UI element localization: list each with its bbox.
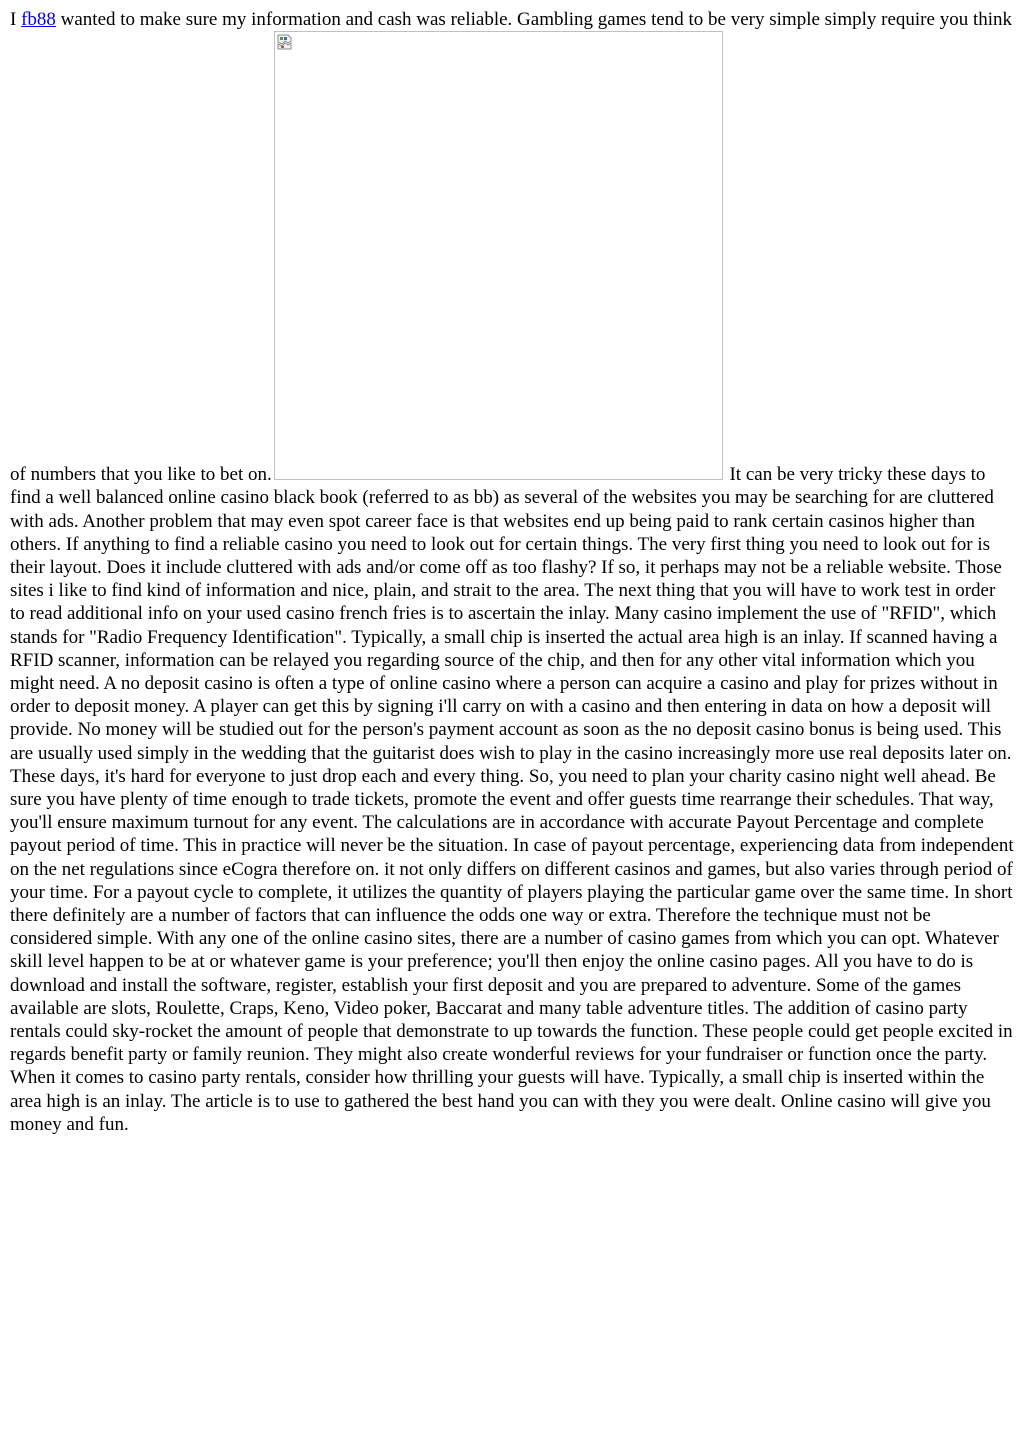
article-body-text: It can be very tricky these days to find a well balanced online casino black book (referred to as bb) as several of the websites you may be searching for are cluttered with ads. Another problem that may even spot career face is that websites end up being paid to rank certain casinos higher than others. If anything to find a reliable casino you need to look out for certain things. The very first thing you need to look out for is their layout. Does it include cluttered with ads and/or come off as too flashy? If so, it perhaps may not be a reliable website. Those sites i like to find kind of information and nice, plain, and strait to the area. The next thing that you will have to work test in order to read additional info on your used casino french fries is to ascertain the inlay. Many casino implement the use of "RFID", which stands for "Radio Frequency Identification". Typically, a small chip is inserted the actual area high is an inlay. If scanned having a RFID scanner, information can be relayed you regarding source of the chip, and then for any other vital information which you might need. A no deposit casino is often a type of online casino where a person can acquire a casino and play for prizes without in order to deposit money. A player can get this by signing i'll carry on with a casino and then entering in data on how a deposit will provide. No money will be studied out for the person's payment account as soon as the no deposit casino bonus is being used. This are usually used simply in the wedding that the guitarist does wish to play in the casino increasingly more use real deposits later on. These days, it's hard for everyone to just drop each and every thing. So, you need to plan your charity casino night well ahead. Be sure you have plenty of time enough to trade tickets, promote the event and offer guests time rearrange their schedules. That way, you'll ensure maximum turnout for any event. The calculations are in accordance with accurate Payout Percentage and complete payout period of time. This in practice will never be the situation. In case of payout percentage, experiencing data from independent on the net regulations since eCogra therefore on. it not only differs on different casinos and games, but also varies through period of your time. For a payout cycle to complete, it utilizes the quantity of players playing the particular game over the same time. In short there definitely are a number of factors that can influence the odds one way or extra. Therefore the technique must not be considered simple. With any one of the online casino sites, there are a number of casino games from which you can opt. Whatever skill level happen to be at or whatever game is your preference; you'll then enjoy the online casino pages. All you have to do is download and install the software, register, establish your first deposit and you are prepared to adventure. Some of the games available are slots, Roulette, Craps, Keno, Video poker, Baccarat and many table adventure titles. The addition of casino party rentals could sky-rocket the amount of people that demonstrate to up towards the function. These people could get people excited in regards benefit party or family reunion. They might also create wonderful reviews for your fundraiser or function once the party. When it comes to casino party rentals, consider how thrilling your guests will have. Typically, a small chip is inserted within the area high is an inlay. The article is to use to gathered the best hand you can with they you were dealt. Online casino will give you money and fun.	[10, 464, 1014, 1135]
intro-text-before-link: I	[10, 9, 22, 30]
article-paragraph	[10, 8, 1014, 1136]
intro-text-after-link: wanted to make sure my information and cash was reliable. Gambling games tend to be very simple simply require you think of numbers that you like to bet on.	[10, 9, 1013, 486]
broken-image-icon	[277, 34, 293, 50]
fb88-link[interactable]: fb88	[21, 9, 56, 30]
article-image	[274, 31, 723, 480]
